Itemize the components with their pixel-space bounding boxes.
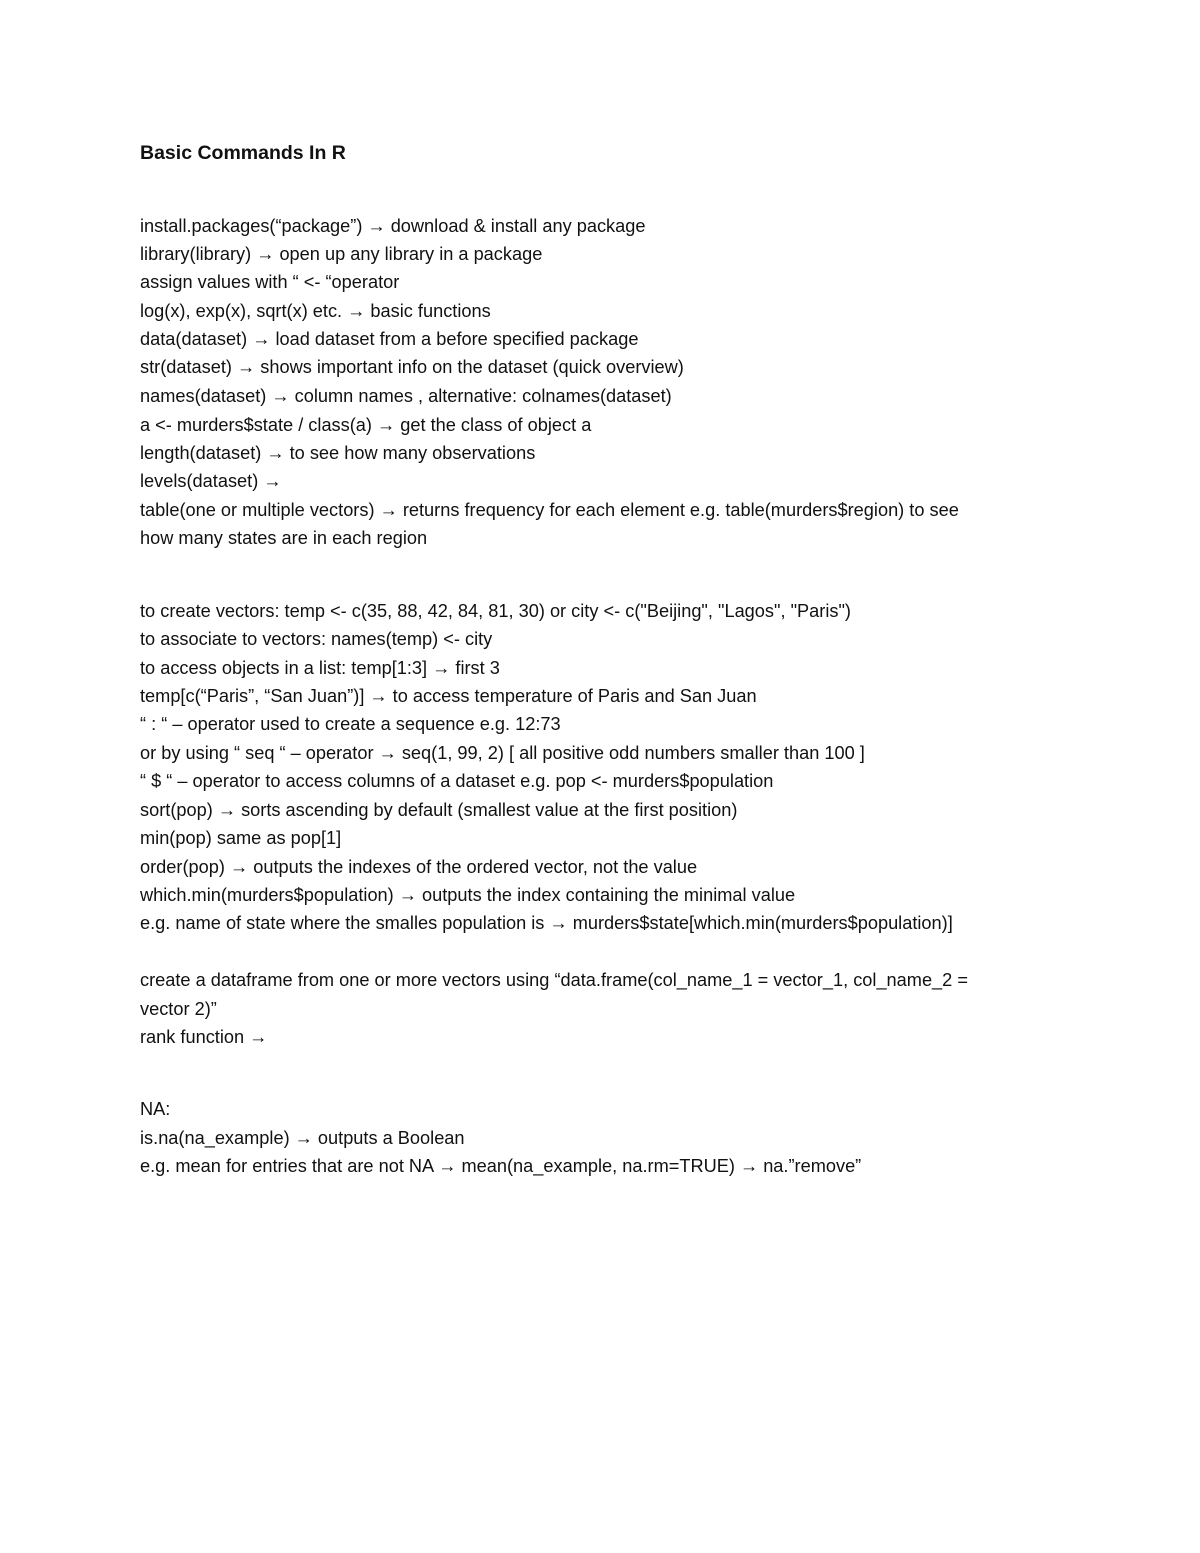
- text-line: sort(pop) → sorts ascending by default (smallest value at the first position): [140, 800, 738, 820]
- text-line: log(x), exp(x), sqrt(x) etc. → basic functions: [140, 301, 491, 321]
- text-line: assign values with “ <- “operator: [140, 272, 400, 292]
- document-title: Basic Commands In R: [140, 142, 346, 164]
- text-line: “ $ “ – operator to access columns of a dataset e.g. pop <- murders$population: [140, 771, 774, 791]
- text-line: names(dataset) → column names , alternative: colnames(dataset): [140, 386, 672, 406]
- text-line: min(pop) same as pop[1]: [140, 828, 342, 848]
- text-line: str(dataset) → shows important info on the dataset (quick overview): [140, 357, 684, 377]
- text-line: data(dataset) → load dataset from a before specified package: [140, 329, 639, 349]
- text-line: how many states are in each region: [140, 528, 428, 548]
- text-line: library(library) → open up any library in a package: [140, 244, 543, 264]
- text-line: install.packages(“package”) → download & install any package: [140, 216, 646, 236]
- text-line: is.na(na_example) → outputs a Boolean: [140, 1128, 465, 1148]
- text-line: which.min(murders$population) → outputs the index containing the minimal value: [140, 885, 796, 905]
- text-line: create a dataframe from one or more vectors using “data.frame(col_name_1 = vector_1, col_name_2 =: [140, 970, 968, 990]
- text-line: vector 2)”: [140, 999, 217, 1019]
- text-line: temp[c(“Paris”, “San Juan”)] → to access temperature of Paris and San Juan: [140, 686, 757, 706]
- text-line: “ : “ – operator used to create a sequence e.g. 12:73: [140, 714, 561, 734]
- text-line: to access objects in a list: temp[1:3] → first 3: [140, 658, 500, 678]
- text-line: levels(dataset) →: [140, 471, 282, 491]
- text-line: or by using “ seq “ – operator → seq(1, 99, 2) [ all positive odd numbers smaller than 100 ]: [140, 743, 865, 763]
- text-line: NA:: [140, 1099, 171, 1119]
- text-line: rank function →: [140, 1027, 268, 1047]
- text-line: to create vectors: temp <- c(35, 88, 42, 84, 81, 30) or city <- c("Beijing", "Lagos", "Paris"): [140, 601, 851, 621]
- text-line: length(dataset) → to see how many observations: [140, 443, 536, 463]
- text-line: a <- murders$state / class(a) → get the class of object a: [140, 415, 592, 435]
- text-line: order(pop) → outputs the indexes of the ordered vector, not the value: [140, 857, 698, 877]
- text-line: to associate to vectors: names(temp) <- city: [140, 629, 493, 649]
- text-line: e.g. mean for entries that are not NA → mean(na_example, na.rm=TRUE) → na.”remove”: [140, 1156, 862, 1176]
- text-line: table(one or multiple vectors) → returns frequency for each element e.g. table(murders$region) to see: [140, 500, 959, 520]
- text-line: e.g. name of state where the smalles population is → murders$state[which.min(murders$population)]: [140, 913, 953, 933]
